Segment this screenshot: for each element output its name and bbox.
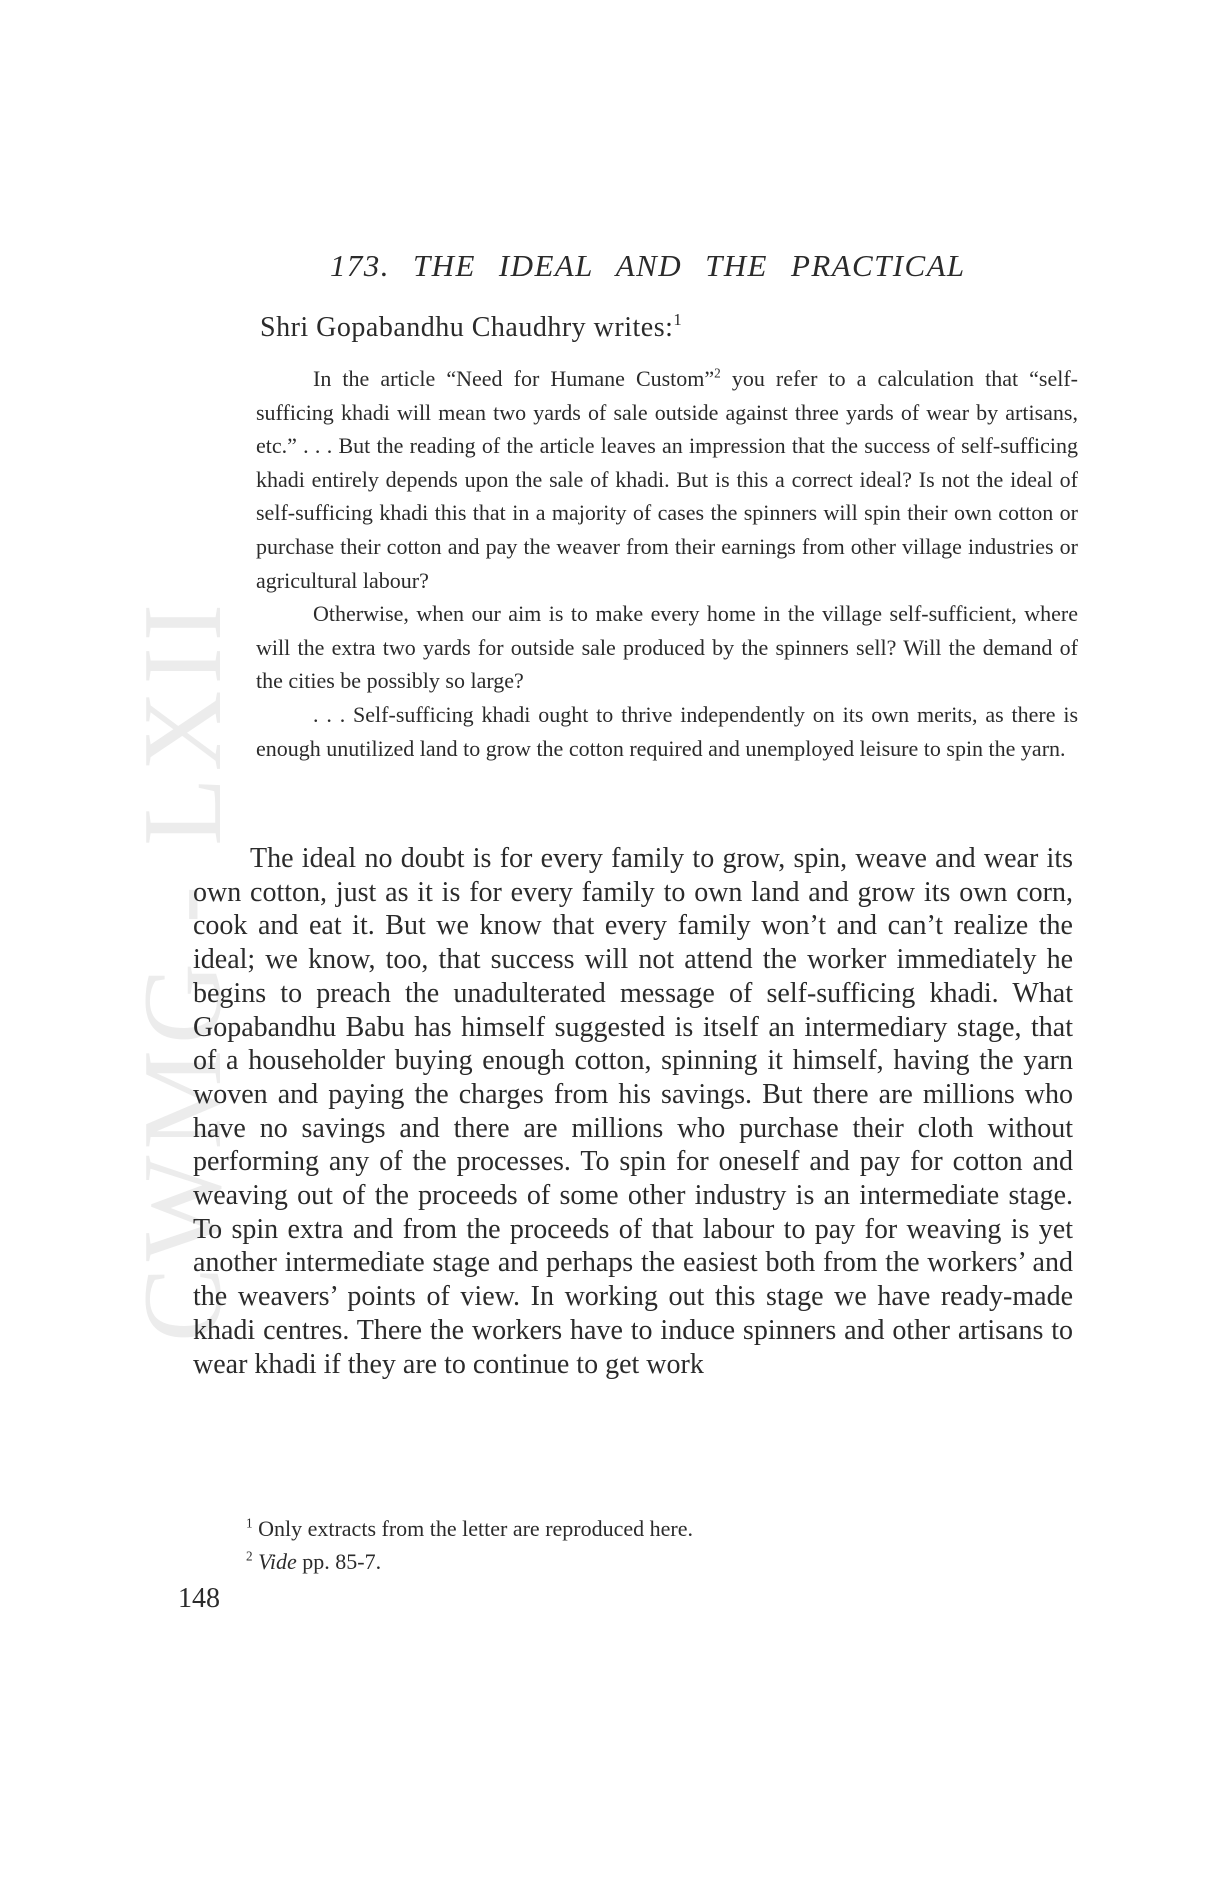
chapter-number: 173.: [330, 248, 390, 283]
quote-paragraph-3: . . . Self-sufficing khadi ought to thrive independently on its own merits, as there is enough unutilized land to grow the cotton required and unemployed leisure to spin the yarn.: [256, 701, 1078, 761]
body-paragraph-1: The ideal no doubt is for every family to grow, spin, weave and wear its own cotton, just as it is for every family to own land and grow its own corn, cook and eat it. But we know that every family won’t and can’t realize the ideal; we know, too, that success will not attend the worker immediately he begins to preach the unadulterated message of self-sufficing khadi. What Gopabandhu Babu has himself suggested is itself an intermediary stage, that of a householder buying enough cotton, spinning it himself, having the yarn woven and paying the charges from his savings. But there are millions who have no savings and there are millions who purchase their cloth without performing any of the processes. To spin for oneself and pay for cotton and weaving out of the proceeds of some other industry is an intermediate stage. To spin extra and from the proceeds of that labour to pay for weaving is yet another intermediate stage and perhaps the easiest both from the workers’ and the weavers’ points of view. In working out this stage we have ready-made khadi centres. There the workers have to induce spinners and other artisans to wear khadi if they are to continue to get work: [193, 843, 1073, 1380]
footnote-2: $^2$ Vide pp. 85-7.: [246, 1548, 382, 1574]
footnote-ref-1: 1: [673, 310, 683, 330]
quote-paragraph-1: In the article “Need for Humane Custom”$^2$ you refer to a calculation that “self-sufficing khadi will mean two yards of sale outside against three yards of wear by artisans, etc.” . . . But the reading of the article leaves an impression that the success of self-sufficing khadi entirely depends upon the sale of khadi. But is this a correct ideal? Is not the ideal of self-sufficing khadi this that in a majority of cases the spinners will spin their own cotton or purchase their cotton and pay the weaver from their earnings from other village industries or agricultural labour?: [256, 365, 1078, 593]
footnote-1: $^1$ Only extracts from the letter are reproduced here.: [246, 1515, 693, 1541]
footnotes: [246, 1512, 693, 1578]
body-text: [193, 842, 1073, 1381]
intro-line: [260, 312, 682, 344]
chapter-title: THE IDEAL AND THE PRACTICAL: [413, 248, 966, 283]
quote-paragraph-2: Otherwise, when our aim is to make every home in the village self-sufficient, where will the extra two yards for outside sale produced by the spinners sell? Will the demand of the cities be possibly so large?: [256, 601, 1078, 694]
watermark: CWMG - LXII: [121, 597, 245, 1343]
intro-text: Shri Gopabandhu Chaudhry writes:: [260, 312, 674, 343]
page-number: 148: [178, 1583, 220, 1614]
letter-quote: [256, 362, 1078, 765]
footnote-ref-2: 2: [714, 365, 721, 381]
chapter-heading: [330, 248, 966, 284]
